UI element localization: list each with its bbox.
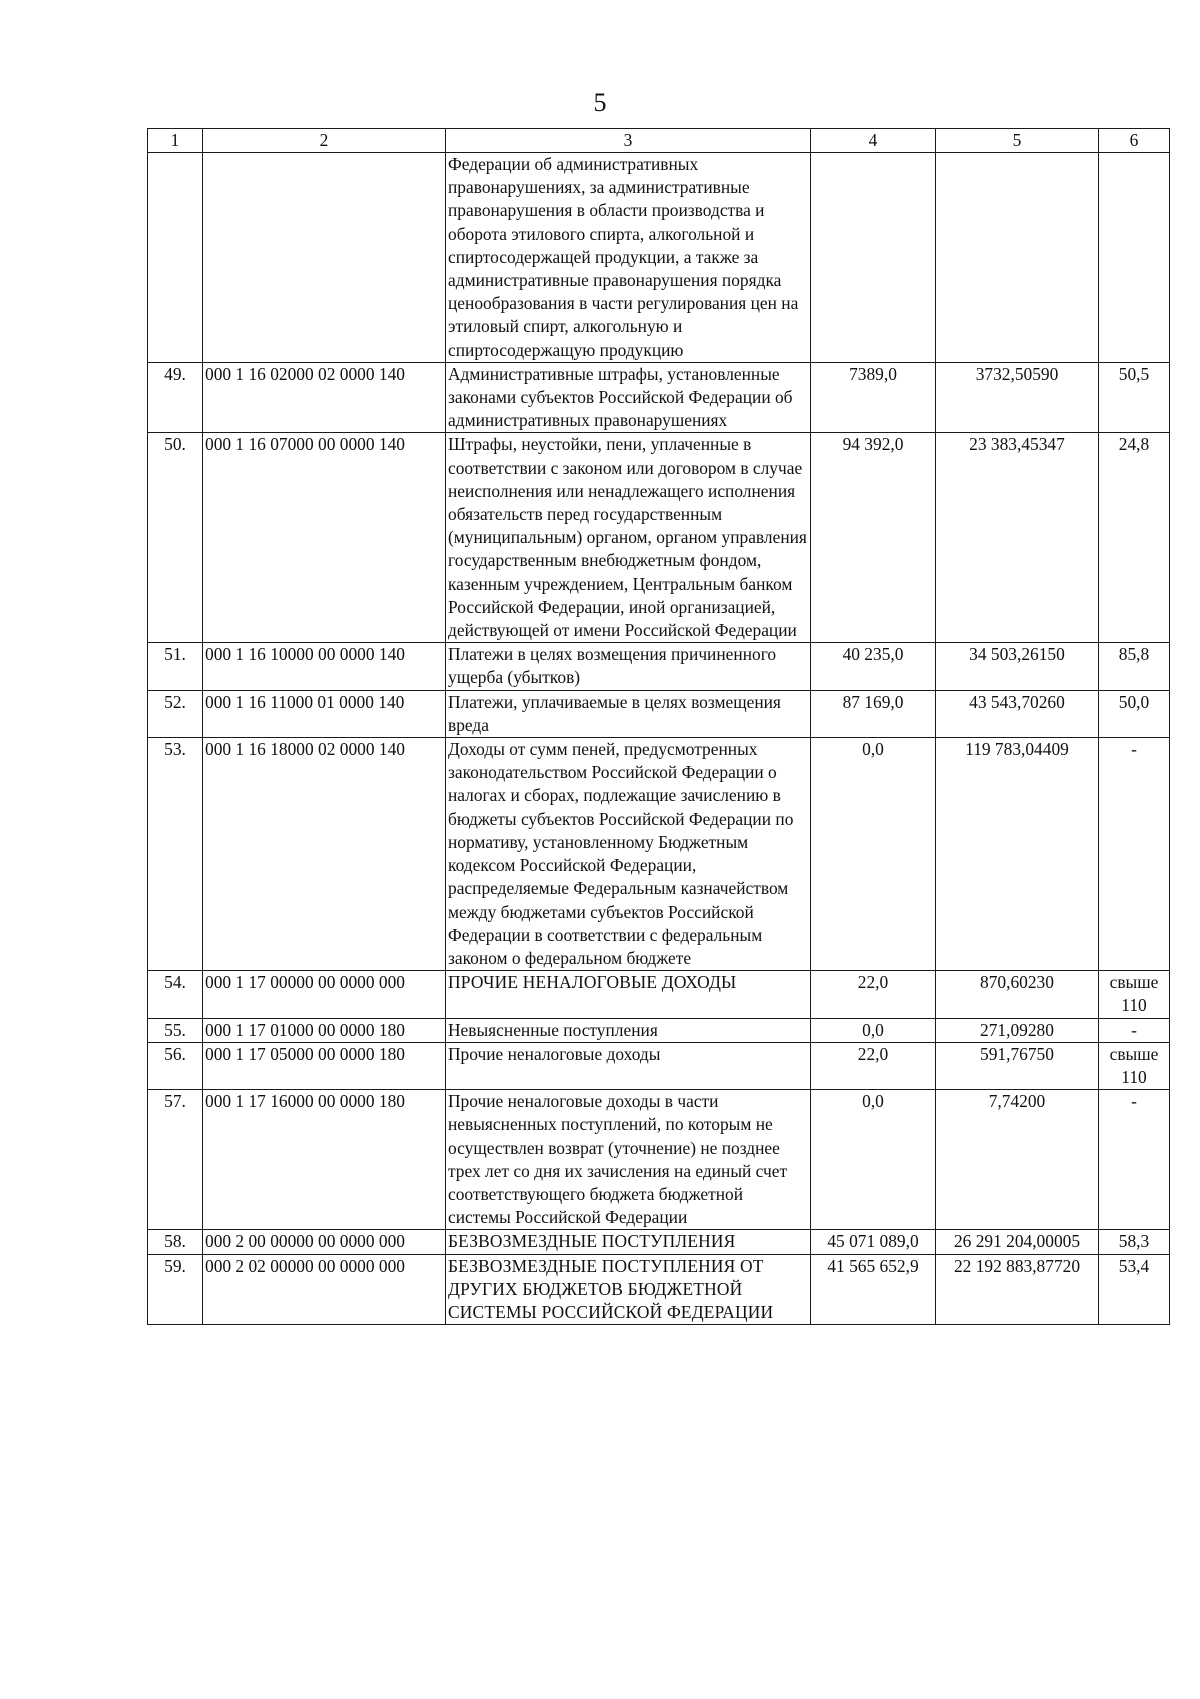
actual-value: 3732,50590 (936, 362, 1099, 433)
income-name: Административные штрафы, установленные законами субъектов Российской Федерации об административных правонарушениях (446, 362, 811, 433)
column-header: 3 (446, 129, 811, 153)
budget-code: 000 1 16 07000 00 0000 140 (203, 433, 446, 643)
budget-code: 000 1 16 10000 00 0000 140 (203, 643, 446, 690)
plan-value: 87 169,0 (811, 690, 936, 737)
plan-value: 22,0 (811, 1042, 936, 1089)
table-row (148, 1042, 1170, 1089)
income-name: Прочие неналоговые доходы (446, 1042, 811, 1089)
income-name: Штрафы, неустойки, пени, уплаченные в соответствии с законом или договором в случае неисполнения или ненадлежащего исполнения обязательств перед государственным (муниципальным) органом, органом управления государственным внебюджетным фондом, казенным учреждением, Центральным банком Российской Федерации, иной организацией, действующей от имени Российской Федерации (446, 433, 811, 643)
actual-value: 26 291 204,00005 (936, 1230, 1099, 1254)
row-number: 54. (148, 971, 203, 1018)
column-header: 2 (203, 129, 446, 153)
percent-value (1099, 153, 1170, 363)
percent-value: 85,8 (1099, 643, 1170, 690)
table-row (148, 1018, 1170, 1042)
income-name: БЕЗВОЗМЕЗДНЫЕ ПОСТУПЛЕНИЯ (446, 1230, 811, 1254)
table-row (148, 643, 1170, 690)
plan-value: 45 071 089,0 (811, 1230, 936, 1254)
table-row (148, 690, 1170, 737)
budget-code: 000 1 16 18000 02 0000 140 (203, 738, 446, 971)
percent-value: - (1099, 1018, 1170, 1042)
row-number: 56. (148, 1042, 203, 1089)
percent-value: 53,4 (1099, 1254, 1170, 1325)
table-row (148, 433, 1170, 643)
budget-code: 000 1 16 11000 01 0000 140 (203, 690, 446, 737)
budget-code (203, 153, 446, 363)
percent-value: 50,0 (1099, 690, 1170, 737)
income-name: Платежи, уплачиваемые в целях возмещения вреда (446, 690, 811, 737)
percent-value: свыше 110 (1099, 971, 1170, 1018)
percent-value: 24,8 (1099, 433, 1170, 643)
table-row (148, 1090, 1170, 1230)
table-row (148, 153, 1170, 363)
budget-code: 000 1 17 05000 00 0000 180 (203, 1042, 446, 1089)
percent-value: свыше 110 (1099, 1042, 1170, 1089)
actual-value: 23 383,45347 (936, 433, 1099, 643)
table-row (148, 362, 1170, 433)
row-number: 50. (148, 433, 203, 643)
income-name: Платежи в целях возмещения причиненного ущерба (убытков) (446, 643, 811, 690)
actual-value: 34 503,26150 (936, 643, 1099, 690)
row-number: 49. (148, 362, 203, 433)
budget-code: 000 1 17 00000 00 0000 000 (203, 971, 446, 1018)
table-row (148, 1254, 1170, 1325)
plan-value (811, 153, 936, 363)
income-name: Невыясненные поступления (446, 1018, 811, 1042)
plan-value: 40 235,0 (811, 643, 936, 690)
income-name: Федерации об административных правонарушениях, за административные правонарушения в области производства и оборота этилового спирта, алкогольной и спиртосодержащей продукции, а также за административные правонарушения порядка ценообразования в части регулирования цен на этиловый спирт, алкогольную и спиртосодержащую продукцию (446, 153, 811, 363)
plan-value: 41 565 652,9 (811, 1254, 936, 1325)
income-name: Прочие неналоговые доходы в части невыясненных поступлений, по которым не осуществлен возврат (уточнение) не позднее трех лет со дня их зачисления на единый счет соответствующего бюджета бюджетной системы Российской Федерации (446, 1090, 811, 1230)
budget-code: 000 1 16 02000 02 0000 140 (203, 362, 446, 433)
row-number: 52. (148, 690, 203, 737)
actual-value: 870,60230 (936, 971, 1099, 1018)
column-header: 1 (148, 129, 203, 153)
plan-value: 0,0 (811, 1090, 936, 1230)
plan-value: 22,0 (811, 971, 936, 1018)
plan-value: 7389,0 (811, 362, 936, 433)
budget-code: 000 2 00 00000 00 0000 000 (203, 1230, 446, 1254)
table-row (148, 1230, 1170, 1254)
row-number (148, 153, 203, 363)
percent-value: 50,5 (1099, 362, 1170, 433)
table-header-row (148, 129, 1170, 153)
row-number: 57. (148, 1090, 203, 1230)
row-number: 51. (148, 643, 203, 690)
actual-value: 271,09280 (936, 1018, 1099, 1042)
row-number: 53. (148, 738, 203, 971)
percent-value: 58,3 (1099, 1230, 1170, 1254)
percent-value: - (1099, 1090, 1170, 1230)
table-row (148, 738, 1170, 971)
column-header: 5 (936, 129, 1099, 153)
column-header: 4 (811, 129, 936, 153)
percent-value: - (1099, 738, 1170, 971)
plan-value: 94 392,0 (811, 433, 936, 643)
actual-value: 591,76750 (936, 1042, 1099, 1089)
plan-value: 0,0 (811, 1018, 936, 1042)
actual-value (936, 153, 1099, 363)
budget-code: 000 2 02 00000 00 0000 000 (203, 1254, 446, 1325)
income-name: БЕЗВОЗМЕЗДНЫЕ ПОСТУПЛЕНИЯ ОТ ДРУГИХ БЮДЖЕТОВ БЮДЖЕТНОЙ СИСТЕМЫ РОССИЙСКОЙ ФЕДЕРАЦИИ (446, 1254, 811, 1325)
page-number: 5 (593, 88, 607, 117)
row-number: 59. (148, 1254, 203, 1325)
actual-value: 43 543,70260 (936, 690, 1099, 737)
plan-value: 0,0 (811, 738, 936, 971)
budget-code: 000 1 17 01000 00 0000 180 (203, 1018, 446, 1042)
actual-value: 119 783,04409 (936, 738, 1099, 971)
actual-value: 7,74200 (936, 1090, 1099, 1230)
column-header: 6 (1099, 129, 1170, 153)
income-name: Доходы от сумм пеней, предусмотренных законодательством Российской Федерации о налогах и сборах, подлежащие зачислению в бюджеты субъектов Российской Федерации по нормативу, установленному Бюджетным кодексом Российской Федерации, распределяемые Федеральным казначейством между бюджетами субъектов Российской Федерации в соответствии с федеральным законом о федеральном бюджете (446, 738, 811, 971)
income-name: ПРОЧИЕ НЕНАЛОГОВЫЕ ДОХОДЫ (446, 971, 811, 1018)
actual-value: 22 192 883,87720 (936, 1254, 1099, 1325)
budget-code: 000 1 17 16000 00 0000 180 (203, 1090, 446, 1230)
budget-table (147, 128, 1170, 1325)
table-row (148, 971, 1170, 1018)
row-number: 58. (148, 1230, 203, 1254)
row-number: 55. (148, 1018, 203, 1042)
